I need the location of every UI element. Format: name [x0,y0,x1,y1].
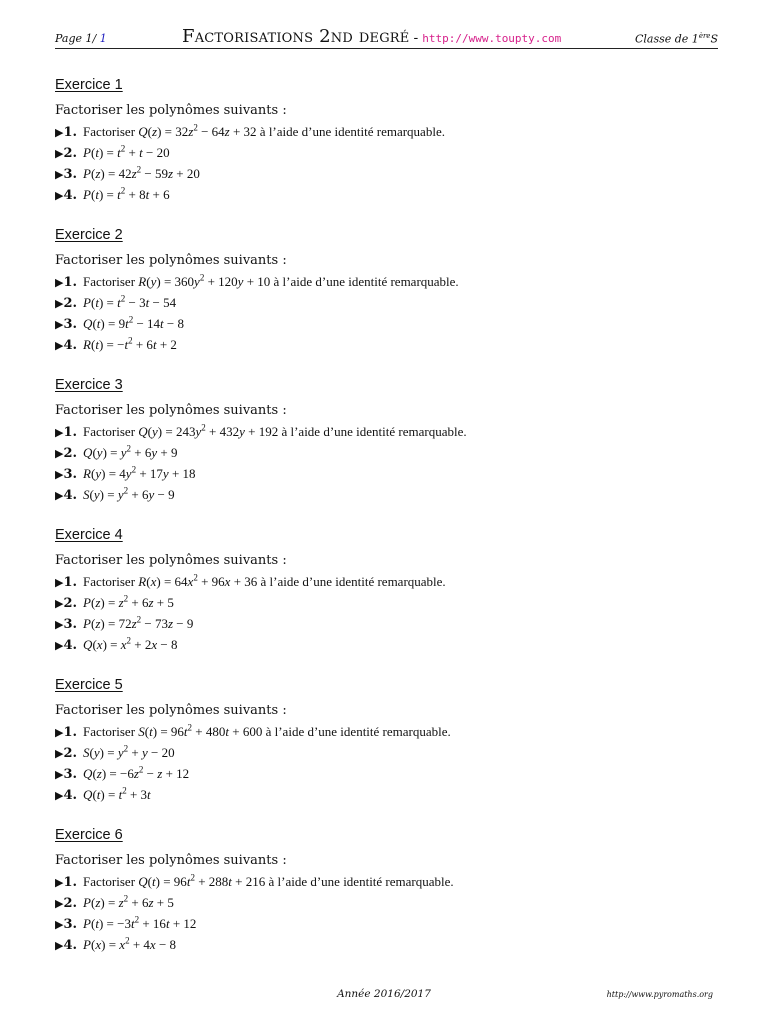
item-number [55,896,77,911]
exercise-item [55,721,735,742]
triangle-bullet-icon: ▶ [55,276,64,289]
item-expression: $P(z) = z^2 + 6z + 5$ [83,593,174,610]
exercise-title: Exercice 6 [55,827,123,843]
item-expression: $P(z) = 72z^2 - 73z - 9$ [83,614,194,631]
triangle-bullet-icon: ▶ [55,447,64,460]
item-number [55,188,77,203]
class-superscript: ère [698,32,711,40]
item-number-label: 2. [63,896,78,911]
exercise-item [55,463,735,484]
item-number [55,425,77,440]
triangle-bullet-icon: ▶ [55,189,64,202]
item-number [55,767,77,782]
item-number-label: 4. [63,788,78,803]
item-number-label: 1. [63,125,78,140]
exercise-item [55,763,735,784]
triangle-bullet-icon: ▶ [55,639,64,652]
exercise-item [55,142,735,163]
exercise-item [55,742,735,763]
item-expression: $S(y) = y^2 + y - 20$ [83,743,175,760]
item-expression: Factoriser $Q(y) = 243y^2 + 432y + 192$ à l’aide d’une identité remarquable. [83,422,467,439]
item-number [55,917,77,932]
item-expression: Factoriser $Q(z) = 32z^2 - 64z + 32$ à l’aide d’une identité remarquable. [83,122,445,139]
exercise-item [55,892,735,913]
triangle-bullet-icon: ▶ [55,918,64,931]
triangle-bullet-icon: ▶ [55,897,64,910]
exercise-item [55,334,735,355]
item-expression: Factoriser $S(t) = 96t^2 + 480t + 600$ à l’aide d’une identité remarquable. [83,722,451,739]
item-number-label: 2. [63,746,78,761]
triangle-bullet-icon: ▶ [55,126,64,139]
triangle-bullet-icon: ▶ [55,939,64,952]
triangle-bullet-icon: ▶ [55,426,64,439]
exercise-4 [55,525,735,675]
item-number-label: 1. [63,875,78,890]
item-number-label: 1. [63,725,78,740]
item-number-label: 3. [63,467,78,482]
item-number [55,746,77,761]
exercise-title: Exercice 3 [55,377,123,393]
triangle-bullet-icon: ▶ [55,747,64,760]
triangle-bullet-icon: ▶ [55,597,64,610]
class-prefix: Classe de 1 [634,32,699,46]
exercise-3 [55,375,735,525]
item-expression: $P(z) = 42z^2 - 59z + 20$ [83,164,200,181]
triangle-bullet-icon: ▶ [55,168,64,181]
item-expression: $P(z) = z^2 + 6z + 5$ [83,893,174,910]
item-number-label: 1. [63,275,78,290]
footer-year: Année 2016/2017 [337,988,431,1000]
triangle-bullet-icon: ▶ [55,489,64,502]
exercise-item [55,421,735,442]
exercise-item [55,271,735,292]
exercise-item [55,292,735,313]
exercise-2 [55,225,735,375]
item-expression: $Q(t) = t^2 + 3t$ [83,785,151,802]
item-expression: $S(y) = y^2 + 6y - 9$ [83,485,175,502]
exercise-item [55,571,735,592]
item-number [55,638,77,653]
item-number [55,875,77,890]
page-total-link[interactable]: 1 [99,32,107,45]
item-expression: $P(t) = t^2 + t - 20$ [83,143,170,160]
exercise-title: Exercice 5 [55,677,123,693]
header-url-link[interactable]: http://www.toupty.com [422,32,562,45]
triangle-bullet-icon: ▶ [55,297,64,310]
item-number-label: 3. [63,317,78,332]
exercise-intro: Factoriser les polynômes suivants : [55,103,287,118]
item-number [55,275,77,290]
exercise-item [55,913,735,934]
item-number [55,617,77,632]
item-number-label: 1. [63,425,78,440]
exercise-6 [55,825,735,975]
item-number [55,446,77,461]
exercise-title: Exercice 2 [55,227,123,243]
class-label [635,32,718,46]
item-number-label: 4. [63,338,78,353]
exercise-item [55,613,735,634]
item-expression: $P(t) = -3t^2 + 16t + 12$ [83,914,197,931]
item-number-label: 4. [63,638,78,653]
triangle-bullet-icon: ▶ [55,726,64,739]
exercise-item [55,442,735,463]
exercise-intro: Factoriser les polynômes suivants : [55,253,287,268]
item-expression: $Q(z) = -6z^2 - z + 12$ [83,764,190,781]
item-number [55,317,77,332]
exercise-item [55,121,735,142]
exercise-item [55,871,735,892]
exercise-title: Exercice 1 [55,77,123,93]
item-number [55,575,77,590]
document-title: Factorisations 2nd degré [182,26,410,47]
item-number [55,296,77,311]
item-number [55,338,77,353]
exercise-item [55,934,735,955]
footer-url-link[interactable]: http://www.pyromaths.org [606,990,713,999]
exercise-item [55,634,735,655]
item-expression: $Q(y) = y^2 + 6y + 9$ [83,443,178,460]
item-expression: $P(x) = x^2 + 4x - 8$ [83,935,177,952]
triangle-bullet-icon: ▶ [55,876,64,889]
item-expression: $P(t) = t^2 - 3t - 54$ [83,293,177,310]
item-number [55,725,77,740]
page-header [55,26,718,49]
triangle-bullet-icon: ▶ [55,618,64,631]
item-number-label: 3. [63,167,78,182]
item-number-label: 2. [63,446,78,461]
item-number-label: 2. [63,296,78,311]
exercise-list [55,75,735,975]
item-number [55,125,77,140]
triangle-bullet-icon: ▶ [55,147,64,160]
item-number [55,146,77,161]
item-number-label: 2. [63,146,78,161]
triangle-bullet-icon: ▶ [55,318,64,331]
item-expression: Factoriser $Q(t) = 96t^2 + 288t + 216$ à l’aide d’une identité remarquable. [83,872,454,889]
triangle-bullet-icon: ▶ [55,576,64,589]
class-suffix: S [710,32,718,46]
exercise-item [55,784,735,805]
header-separator: - [413,30,419,46]
item-number [55,467,77,482]
item-expression: $R(y) = 4y^2 + 17y + 18$ [83,464,196,481]
exercise-item [55,592,735,613]
exercise-5 [55,675,735,825]
exercise-1 [55,75,735,225]
triangle-bullet-icon: ▶ [55,768,64,781]
page-number-prefix: Page 1/ [55,32,100,45]
item-number-label: 4. [63,488,78,503]
item-number-label: 3. [63,617,78,632]
page-number [55,32,107,45]
item-number-label: 3. [63,917,78,932]
exercise-intro: Factoriser les polynômes suivants : [55,553,287,568]
item-number [55,938,77,953]
exercise-item [55,163,735,184]
item-number [55,167,77,182]
item-number [55,788,77,803]
item-expression: Factoriser $R(y) = 360y^2 + 120y + 10$ à l’aide d’une identité remarquable. [83,272,459,289]
exercise-intro: Factoriser les polynômes suivants : [55,853,287,868]
header-title-group [182,26,561,47]
item-expression: $Q(t) = 9t^2 - 14t - 8$ [83,314,185,331]
item-number-label: 4. [63,188,78,203]
item-expression: $R(t) = -t^2 + 6t + 2$ [83,335,177,352]
item-expression: $P(t) = t^2 + 8t + 6$ [83,185,170,202]
triangle-bullet-icon: ▶ [55,339,64,352]
item-number-label: 1. [63,575,78,590]
item-number [55,596,77,611]
exercise-intro: Factoriser les polynômes suivants : [55,403,287,418]
triangle-bullet-icon: ▶ [55,789,64,802]
exercise-title: Exercice 4 [55,527,123,543]
item-number-label: 2. [63,596,78,611]
item-number [55,488,77,503]
exercise-item [55,184,735,205]
triangle-bullet-icon: ▶ [55,468,64,481]
exercise-item [55,484,735,505]
item-number-label: 4. [63,938,78,953]
exercise-item [55,313,735,334]
item-expression: $Q(x) = x^2 + 2x - 8$ [83,635,178,652]
exercise-intro: Factoriser les polynômes suivants : [55,703,287,718]
item-expression: Factoriser $R(x) = 64x^2 + 96x + 36$ à l’aide d’une identité remarquable. [83,572,446,589]
item-number-label: 3. [63,767,78,782]
